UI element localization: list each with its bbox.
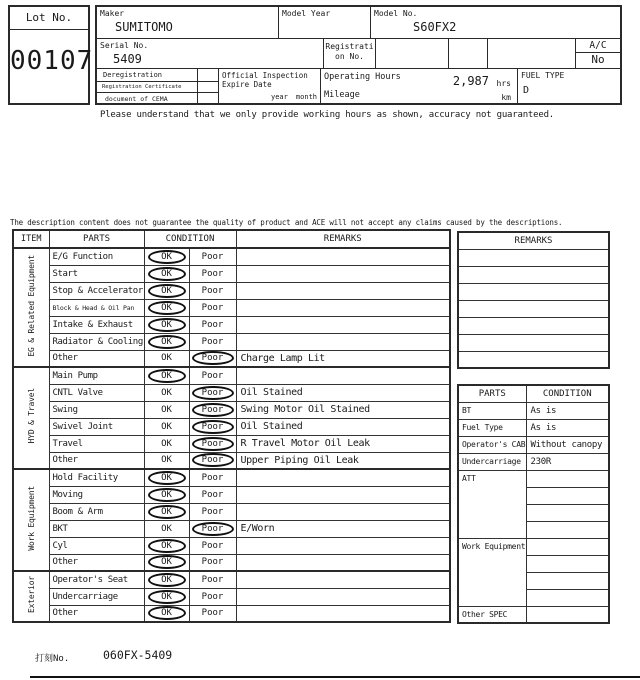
inspection-row xyxy=(13,537,450,554)
condition-poor-cell: Poor xyxy=(189,282,236,299)
inspection-expire-cell xyxy=(218,68,320,103)
condition-ok-cell: OK xyxy=(144,401,189,418)
registration-empty-cell-3 xyxy=(487,38,575,68)
parts-cell: Boom & Arm xyxy=(49,503,144,520)
spec-row xyxy=(458,470,609,487)
spec-condition-cell: Without canopy xyxy=(526,436,609,453)
inspection-table-body xyxy=(13,248,450,622)
parts-cell: Swivel Joint xyxy=(49,418,144,435)
remark-cell xyxy=(236,486,450,503)
condition-ok-cell xyxy=(144,316,189,333)
remark-cell xyxy=(236,571,450,588)
operating-hours-value: 2,987 xyxy=(452,74,489,88)
condition-ok-cell xyxy=(144,367,189,384)
inspection-table xyxy=(12,229,451,623)
spec-condition-header: CONDITION xyxy=(526,385,609,402)
condition-poor-cell: Poor xyxy=(189,605,236,622)
condition-ok-cell xyxy=(144,588,189,605)
remarks-empty-row xyxy=(458,283,609,300)
parts-cell: Travel xyxy=(49,435,144,452)
remark-cell: E/Worn xyxy=(236,520,450,537)
registration-empty-cell-1 xyxy=(375,38,448,68)
condition-poor-cell: Poor xyxy=(189,316,236,333)
spec-part-cell: Other SPEC xyxy=(458,606,526,623)
registration-no-cell xyxy=(323,38,375,68)
remarks-empty-cell xyxy=(458,317,609,334)
inspection-row xyxy=(13,588,450,605)
condition-poor-cell: Poor xyxy=(189,588,236,605)
remarks-empty-row xyxy=(458,317,609,334)
month-label: month xyxy=(295,93,317,101)
spec-part-cell: Undercarriage xyxy=(458,453,526,470)
condition-ok-cell xyxy=(144,571,189,588)
spec-part-cell: Fuel Type xyxy=(458,419,526,436)
spec-part-cell: BT xyxy=(458,402,526,419)
inspection-row xyxy=(13,401,450,418)
spec-condition-cell: 230R xyxy=(526,453,609,470)
remarks-empty-row xyxy=(458,334,609,351)
ok-circle-mark: OK xyxy=(148,590,186,604)
parts-cell: Intake & Exhaust xyxy=(49,316,144,333)
maker-cell xyxy=(97,7,278,38)
spec-condition-cell xyxy=(526,589,609,606)
parts-cell: Other xyxy=(49,452,144,469)
inspection-row xyxy=(13,605,450,622)
poor-circle-mark: Poor xyxy=(192,420,234,434)
poor-circle-mark: Poor xyxy=(192,351,234,365)
parts-cell: Hold Facility xyxy=(49,469,144,486)
condition-poor-cell xyxy=(189,435,236,452)
item-group-label: Work Equipment xyxy=(13,469,49,571)
inspection-row xyxy=(13,503,450,520)
item-header: ITEM xyxy=(13,230,49,248)
condition-ok-cell xyxy=(144,486,189,503)
remark-cell: Swing Motor Oil Stained xyxy=(236,401,450,418)
inspection-row xyxy=(13,350,450,367)
poor-circle-mark: Poor xyxy=(192,403,234,417)
inspection-row xyxy=(13,282,450,299)
deregistration-checkbox xyxy=(197,69,218,81)
condition-poor-cell xyxy=(189,350,236,367)
condition-ok-cell xyxy=(144,282,189,299)
serial-no-cell xyxy=(97,38,323,68)
ok-circle-mark: OK xyxy=(148,267,186,281)
remarks-panel-header: REMARKS xyxy=(458,232,609,249)
condition-header: CONDITION xyxy=(144,230,236,248)
model-year-label: Model Year xyxy=(282,9,331,18)
inspection-row xyxy=(13,418,450,435)
condition-poor-cell: Poor xyxy=(189,571,236,588)
condition-ok-cell xyxy=(144,605,189,622)
spec-part-cell: Operator's CAB xyxy=(458,436,526,453)
ok-circle-mark: OK xyxy=(148,505,186,519)
parts-cell: Other xyxy=(49,605,144,622)
parts-cell: Main Pump xyxy=(49,367,144,384)
inspection-row xyxy=(13,265,450,282)
remarks-empty-cell xyxy=(458,351,609,368)
remark-cell xyxy=(236,469,450,486)
spec-part-cell: ATT xyxy=(458,470,526,538)
parts-cell: Operator's Seat xyxy=(49,571,144,588)
remarks-empty-row xyxy=(458,300,609,317)
remark-cell xyxy=(236,316,450,333)
parts-cell: E/G Function xyxy=(49,248,144,265)
condition-poor-cell: Poor xyxy=(189,503,236,520)
condition-ok-cell xyxy=(144,299,189,316)
inspection-row xyxy=(13,554,450,571)
fuel-type-label: FUEL TYPE xyxy=(521,71,565,80)
remarks-empty-cell xyxy=(458,283,609,300)
condition-poor-cell xyxy=(189,520,236,537)
spec-condition-cell xyxy=(526,487,609,504)
remarks-empty-row xyxy=(458,351,609,368)
registration-certificate-row xyxy=(97,81,218,93)
inspection-row xyxy=(13,452,450,469)
condition-ok-cell: OK xyxy=(144,452,189,469)
poor-circle-mark: Poor xyxy=(192,453,234,467)
serial-no-value: 5409 xyxy=(113,52,142,66)
operating-hours-unit: hrs xyxy=(496,79,511,88)
ok-circle-mark: OK xyxy=(148,369,186,383)
ok-circle-mark: OK xyxy=(148,573,186,587)
fuel-type-cell xyxy=(517,68,620,103)
remarks-header: REMARKS xyxy=(236,230,450,248)
parts-header: PARTS xyxy=(49,230,144,248)
parts-cell: Stop & Accelerator xyxy=(49,282,144,299)
page-bottom-scan-line xyxy=(30,676,640,678)
operating-hours-label: Operating Hours xyxy=(324,72,401,82)
condition-ok-cell: OK xyxy=(144,384,189,401)
spec-table xyxy=(457,384,610,624)
spec-condition-cell xyxy=(526,538,609,555)
parts-cell: Start xyxy=(49,265,144,282)
ac-value: No xyxy=(591,53,605,66)
deregistration-cell xyxy=(97,68,218,103)
condition-poor-cell xyxy=(189,401,236,418)
item-group-label: EG & Related Equipment xyxy=(13,248,49,367)
spec-parts-header: PARTS xyxy=(458,385,526,402)
remark-cell xyxy=(236,265,450,282)
parts-cell: Cyl xyxy=(49,537,144,554)
inspection-row xyxy=(13,316,450,333)
ok-circle-mark: OK xyxy=(148,335,186,349)
spec-condition-cell xyxy=(526,555,609,572)
spec-part-cell: Work Equipment xyxy=(458,538,526,606)
spec-condition-cell xyxy=(526,521,609,538)
inspection-row xyxy=(13,367,450,384)
inspection-row xyxy=(13,248,450,265)
ok-circle-mark: OK xyxy=(148,301,186,315)
condition-poor-cell: Poor xyxy=(189,248,236,265)
remarks-empty-cell xyxy=(458,300,609,317)
working-hours-notice: Please understand that we only provide working hours as shown, accuracy not guaranteed. xyxy=(100,110,555,120)
condition-ok-cell: OK xyxy=(144,520,189,537)
stamp-no-value: 060FX-5409 xyxy=(103,648,173,662)
remark-cell xyxy=(236,367,450,384)
model-no-cell xyxy=(370,7,620,38)
ok-circle-mark: OK xyxy=(148,488,186,502)
remark-cell: Oil Stained xyxy=(236,384,450,401)
year-label: year xyxy=(271,93,288,101)
condition-ok-cell xyxy=(144,248,189,265)
condition-ok-cell xyxy=(144,503,189,520)
condition-poor-cell: Poor xyxy=(189,265,236,282)
condition-ok-cell xyxy=(144,469,189,486)
spec-row xyxy=(458,453,609,470)
remark-cell xyxy=(236,299,450,316)
item-group-label: Exterior xyxy=(13,571,49,622)
inspection-row xyxy=(13,469,450,486)
condition-poor-cell: Poor xyxy=(189,469,236,486)
spec-table-header-row xyxy=(458,385,609,402)
remarks-empty-cell xyxy=(458,334,609,351)
remarks-empty-cell xyxy=(458,249,609,266)
parts-cell: Block & Head & Oil Pan xyxy=(49,299,144,316)
registration-certificate-label: Registration Certificate xyxy=(102,84,182,91)
spec-table-body xyxy=(458,402,609,623)
inspection-row xyxy=(13,384,450,401)
parts-cell: Swing xyxy=(49,401,144,418)
item-group-label: HYD & Travel xyxy=(13,367,49,469)
inspection-row xyxy=(13,520,450,537)
parts-cell: BKT xyxy=(49,520,144,537)
remark-cell: Upper Piping Oil Leak xyxy=(236,452,450,469)
hours-mileage-cell xyxy=(320,68,517,103)
inspection-expire-label: Official Inspection Expire Date xyxy=(222,71,308,89)
stamp-no-label: 打刻No. xyxy=(35,654,70,664)
model-no-label: Model No. xyxy=(374,9,418,18)
spec-row xyxy=(458,419,609,436)
cema-document-label: document of CEMA xyxy=(105,95,168,103)
registration-empty-cell-2 xyxy=(448,38,487,68)
parts-cell: CNTL Valve xyxy=(49,384,144,401)
fuel-type-value: D xyxy=(523,85,530,96)
condition-poor-cell xyxy=(189,418,236,435)
serial-no-label: Serial No. xyxy=(100,41,149,50)
spec-condition-cell xyxy=(526,504,609,521)
parts-cell: Moving xyxy=(49,486,144,503)
poor-circle-mark: Poor xyxy=(192,522,234,536)
maker-label: Maker xyxy=(100,9,125,18)
model-no-value: S60FX2 xyxy=(413,20,457,34)
spec-row xyxy=(458,606,609,623)
remarks-empty-cell xyxy=(458,266,609,283)
parts-cell: Undercarriage xyxy=(49,588,144,605)
deregistration-label: Deregistration xyxy=(103,70,163,79)
condition-ok-cell xyxy=(144,537,189,554)
spec-row xyxy=(458,436,609,453)
remark-cell xyxy=(236,605,450,622)
condition-poor-cell xyxy=(189,384,236,401)
ok-circle-mark: OK xyxy=(148,250,186,264)
remarks-panel xyxy=(457,231,610,369)
lot-number-label: Lot No. xyxy=(10,7,88,30)
lot-number-box xyxy=(8,5,94,105)
condition-poor-cell: Poor xyxy=(189,299,236,316)
condition-poor-cell xyxy=(189,452,236,469)
registration-no-label: Registrati on No. xyxy=(325,42,374,62)
spec-condition-cell xyxy=(526,606,609,623)
spec-condition-cell: As is xyxy=(526,419,609,436)
condition-ok-cell xyxy=(144,265,189,282)
remark-cell: Oil Stained xyxy=(236,418,450,435)
condition-ok-cell xyxy=(144,333,189,350)
spec-condition-cell xyxy=(526,470,609,487)
condition-poor-cell: Poor xyxy=(189,537,236,554)
poor-circle-mark: Poor xyxy=(192,437,234,451)
cema-document-checkbox xyxy=(197,93,218,103)
condition-poor-cell: Poor xyxy=(189,486,236,503)
ok-circle-mark: OK xyxy=(148,318,186,332)
remark-cell xyxy=(236,503,450,520)
condition-ok-cell: OK xyxy=(144,350,189,367)
remark-cell: Charge Lamp Lit xyxy=(236,350,450,367)
description-disclaimer: The description content does not guarantee the quality of product and ACE will not accept any claims caused by the descriptions. xyxy=(10,218,563,227)
inspection-row xyxy=(13,333,450,350)
ok-circle-mark: OK xyxy=(148,284,186,298)
condition-ok-cell: OK xyxy=(144,435,189,452)
parts-cell: Radiator & Cooling xyxy=(49,333,144,350)
remark-cell xyxy=(236,248,450,265)
remarks-panel-body xyxy=(458,249,609,368)
inspection-row xyxy=(13,299,450,316)
remark-cell xyxy=(236,554,450,571)
ok-circle-mark: OK xyxy=(148,606,186,620)
remark-cell xyxy=(236,333,450,350)
maker-value: SUMITOMO xyxy=(115,20,173,34)
remarks-empty-row xyxy=(458,249,609,266)
condition-poor-cell: Poor xyxy=(189,554,236,571)
inspection-row xyxy=(13,571,450,588)
mileage-label: Mileage xyxy=(324,90,360,100)
spec-condition-cell: As is xyxy=(526,402,609,419)
remarks-empty-row xyxy=(458,266,609,283)
poor-circle-mark: Poor xyxy=(192,386,234,400)
condition-poor-cell: Poor xyxy=(189,333,236,350)
spec-condition-cell xyxy=(526,572,609,589)
ok-circle-mark: OK xyxy=(148,471,186,485)
condition-poor-cell: Poor xyxy=(189,367,236,384)
condition-ok-cell xyxy=(144,554,189,571)
cema-document-row xyxy=(97,92,218,103)
inspection-row xyxy=(13,486,450,503)
condition-ok-cell: OK xyxy=(144,418,189,435)
registration-certificate-checkbox xyxy=(197,82,218,93)
spec-row xyxy=(458,538,609,555)
ok-circle-mark: OK xyxy=(148,555,186,569)
lot-number-value: 00107 xyxy=(10,46,94,76)
mileage-unit: km xyxy=(501,93,511,102)
inspection-table-header-row xyxy=(13,230,450,248)
remark-cell xyxy=(236,537,450,554)
machine-header-table xyxy=(95,5,622,105)
inspection-row xyxy=(13,435,450,452)
remark-cell xyxy=(236,282,450,299)
parts-cell: Other xyxy=(49,350,144,367)
ok-circle-mark: OK xyxy=(148,539,186,553)
deregistration-row xyxy=(97,69,218,81)
spec-row xyxy=(458,402,609,419)
parts-cell: Other xyxy=(49,554,144,571)
model-year-cell xyxy=(278,7,370,38)
ac-label: A/C xyxy=(576,39,620,53)
remark-cell xyxy=(236,588,450,605)
remark-cell: R Travel Motor Oil Leak xyxy=(236,435,450,452)
ac-cell xyxy=(575,38,620,68)
